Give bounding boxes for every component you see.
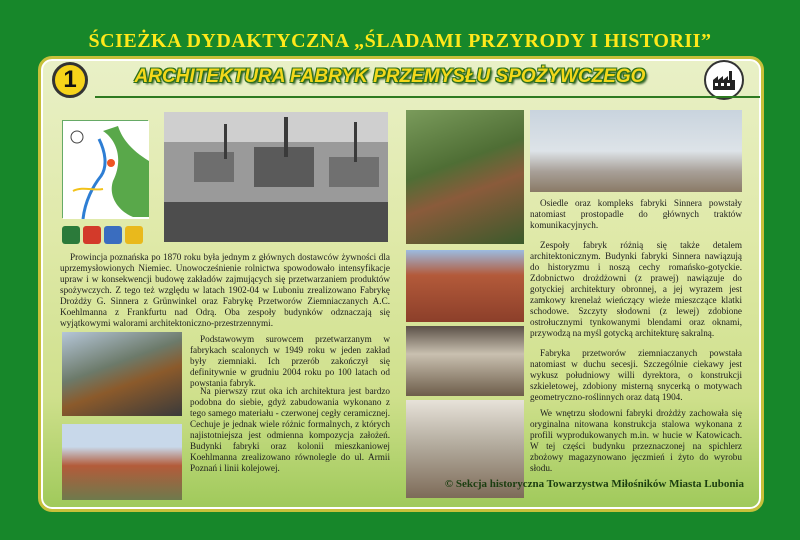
partner-logos — [62, 226, 152, 248]
historic-factory-photo — [164, 112, 388, 242]
logo-icon — [104, 226, 122, 244]
paragraph-malt-house-interior: We wnętrzu słodowni fabryki drożdży zachowała się oryginalna nitowana konstrukcja stalowa wykonana z profili wyprodukowanych m.in. w hucie w Katowicach. W tej części budynku przeznaczonej na spichlerz zbożowy magazynowano jęczmień i żyto do wyrobu słodu. — [530, 408, 742, 473]
paragraph-detail: Zespoły fabryk różnią się także detalem architektonicznym. Budynki fabryki Sinnera nawiązują do historyzmu i noszą cechy romańsko-gotyckie. Zdobnictwo drożdżowni (z prawej) nawiązuje do gotyckiej architektury obronnej, a jej wyrazem jest zamkowy krenelaż wieńczący wieże mieszczące klatki schodowe. Szczyty słodowni (z lewej) zdobione ostrołucznymi tynkowanymi blendami oraz oknami, przywodzą na myśl gotycką architekturę sakralną. — [530, 240, 742, 338]
section-title: ARCHITEKTURA FABRYK PRZEMYSŁU SPOŻYWCZEGO — [134, 66, 646, 87]
paragraph-raw-material: Podstawowym surowcem przetwarzanym w fabrykach scalonych w 1949 roku w jeden zakład były ziemniaki. Ich przerób zakończył się definitywnie w grudniu 2004 roku po 100 latach od powstania fabryk. — [190, 334, 390, 388]
malt-house-gable-photo — [406, 326, 524, 396]
title-underline — [95, 96, 760, 98]
location-map — [62, 120, 148, 218]
logo-icon — [83, 226, 101, 244]
director-villa-photo — [62, 424, 182, 500]
aerial-settlement-photo — [406, 110, 524, 244]
logo-icon — [62, 226, 80, 244]
paragraph-architecture: Na pierwszy rzut oka ich architektura jest bardzo podobna do siebie, gdyż zabudowania wykonano z tego samego materiału - czerwonej cegły ceramicznej. Cechuje je jednak wiele różnic formalnych, z których najistotniejsza jest odmienna kompozycja założeń. Budynki fabryki oraz kolonii mieszkaniowej Koehlmanna zrealizowano równolegle do ul. Armii Poznań i linii kolejowej. — [190, 386, 390, 473]
footer-credit: © Sekcja historyczna Towarzystwa Miłośników Miasta Lubonia — [444, 478, 744, 490]
factory-demolition-photo — [530, 110, 742, 192]
station-number-badge: 1 — [52, 62, 88, 98]
yeast-factory-tower-photo — [406, 250, 524, 322]
paragraph-potato-factory: Fabryka przetworów ziemniaczanych powstała natomiast w duchu secesji. Szczególnie ciekawy jest wykusz południowy willi dyrektora, o konstrukcji szkieletowej, zdobiony misterną snycerką o motywach geometryczno-roślinnych oraz datą 1904. — [530, 348, 742, 402]
paragraph-intro: Prowincja poznańska po 1870 roku była jednym z głównych dostawców żywności dla uprzemysłowionych Niemiec. Unowocześnienie rolnictwa spowodowało intensyfikacje upraw i w konsekwencji budowę zakładów zajmujących się przetwarzaniem produktów spożywczych. Z tego też względu w latach 1902-04 w Luboniu zrealizowano Fabrykę Drożdży G. Sinnera z Grünwinkel oraz Fabrykę Przetworów Ziemniaczanych A.C. Koehlmanna z Frankfurtu nad Odrą. Oba zespoły budynków odznaczają się wyjątkowymi walorami architektoniczno-przestrzennymi. — [60, 252, 390, 328]
board-header-title: ŚCIEŻKA DYDAKTYCZNA „ŚLADAMI PRZYRODY I HISTORII” — [88, 30, 712, 52]
logo-icon — [125, 226, 143, 244]
factory-icon — [704, 60, 744, 100]
paragraph-sinner-layout: Osiedle oraz kompleks fabryki Sinnera powstały natomiast prostopadle do głównych traktów komunikacyjnych. — [530, 198, 742, 230]
potatoes-factory-photo — [62, 332, 182, 416]
